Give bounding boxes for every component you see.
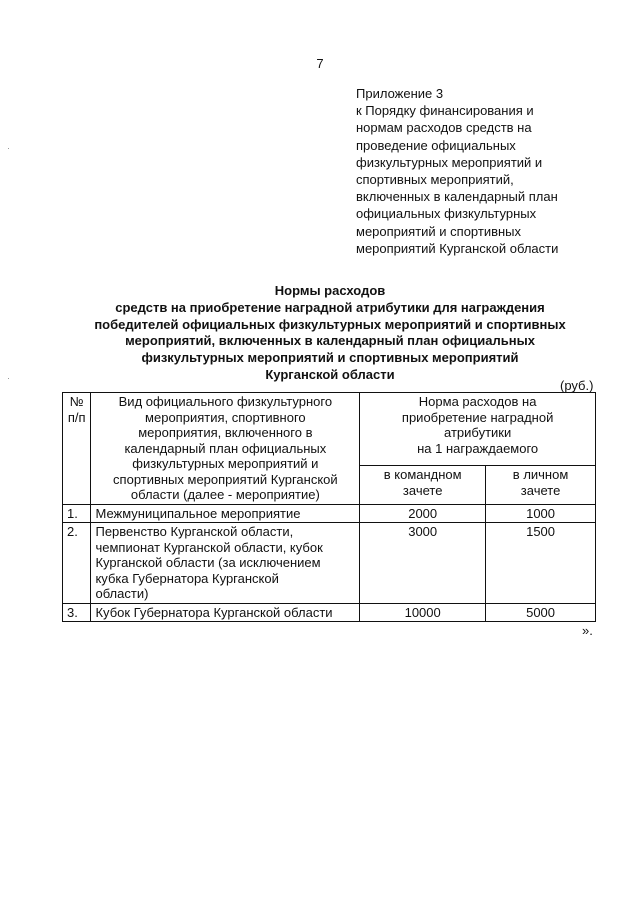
table-header-row [63,393,596,466]
header-number [63,393,91,505]
header-text: области (далее - мероприятие) [130,487,320,502]
document-title [50,283,610,384]
header-personal-scoring [486,466,596,504]
event-text: чемпионат Курганской области, кубок [95,539,323,555]
title-line: Курганской области [265,366,395,382]
table-row [63,603,596,622]
row-number: 3. [63,603,91,622]
header-text: п/п [67,409,86,425]
row-team-value: 10000 [360,603,486,622]
header-text: физкультурных мероприятий и [132,456,319,471]
row-number: 2. [63,523,91,604]
page-number: 7 [316,56,324,71]
appendix-line: проведение официальных [356,137,516,153]
scan-margin-mark [8,148,9,149]
table-row [63,504,596,523]
event-text: Курганской области (за исключением [95,555,321,570]
title-line: Нормы расходов [274,283,386,298]
header-text: атрибутики [444,425,512,440]
title-line: средств на приобретение наградной атрибутики для награждения [115,299,545,315]
appendix-line: включенных в календарный план [356,189,558,205]
row-team-value: 2000 [360,504,486,523]
header-text: приобретение наградной [401,409,554,425]
norms-table [62,392,596,622]
closing-quote-mark: ». [582,623,593,638]
row-personal-value: 5000 [486,603,596,622]
title-line: победителей официальных физкультурных мероприятий и спортивных [94,316,566,332]
appendix-line: нормам расходов средств на [356,120,532,136]
header-text: № [69,394,84,409]
header-text: календарный план официальных [124,440,327,456]
event-text: Межмуниципальное мероприятие [95,505,301,521]
event-text: Кубок Губернатора Курганской области [95,604,333,620]
header-text: мероприятия, включенного в [138,425,313,440]
header-text: Вид официального физкультурного [118,394,333,409]
appendix-line: к Порядку финансирования и [356,103,534,119]
row-event [91,504,360,523]
header-text: Норма расходов на [418,394,537,409]
row-event [91,523,360,604]
header-text: на 1 награждаемого [417,440,539,456]
row-team-value: 3000 [360,523,486,604]
header-text: спортивных мероприятий Курганской [113,471,338,487]
currency-unit-label: (руб.) [560,378,594,393]
appendix-note [356,85,606,257]
table-row [63,523,596,604]
appendix-line: мероприятий и спортивных [356,223,522,239]
header-text: в личном [512,467,569,483]
header-text: зачете [402,482,443,498]
row-event [91,603,360,622]
row-number: 1. [63,504,91,523]
row-personal-value: 1000 [486,504,596,523]
event-text: области) [95,586,149,601]
header-text: мероприятия, спортивного [145,409,306,425]
header-text: зачете [520,482,561,498]
event-text: Первенство Курганской области, [95,524,294,539]
header-event-type [91,393,360,505]
title-line: мероприятий, включенных в календарный план официальных [125,333,535,349]
header-text: в командном [383,467,462,483]
appendix-line: официальных физкультурных [356,206,537,222]
title-line: физкультурных мероприятий и спортивных мероприятий [141,350,519,366]
row-personal-value: 1500 [486,523,596,604]
appendix-line: мероприятий Курганской области [356,240,559,256]
appendix-line: Приложение 3 [356,86,444,101]
scan-margin-mark [8,378,9,379]
appendix-line: спортивных мероприятий, [356,172,514,188]
header-norm [360,393,596,466]
event-text: кубка Губернатора Курганской [95,570,279,586]
header-team-scoring [360,466,486,504]
appendix-line: физкультурных мероприятий и [356,154,543,170]
